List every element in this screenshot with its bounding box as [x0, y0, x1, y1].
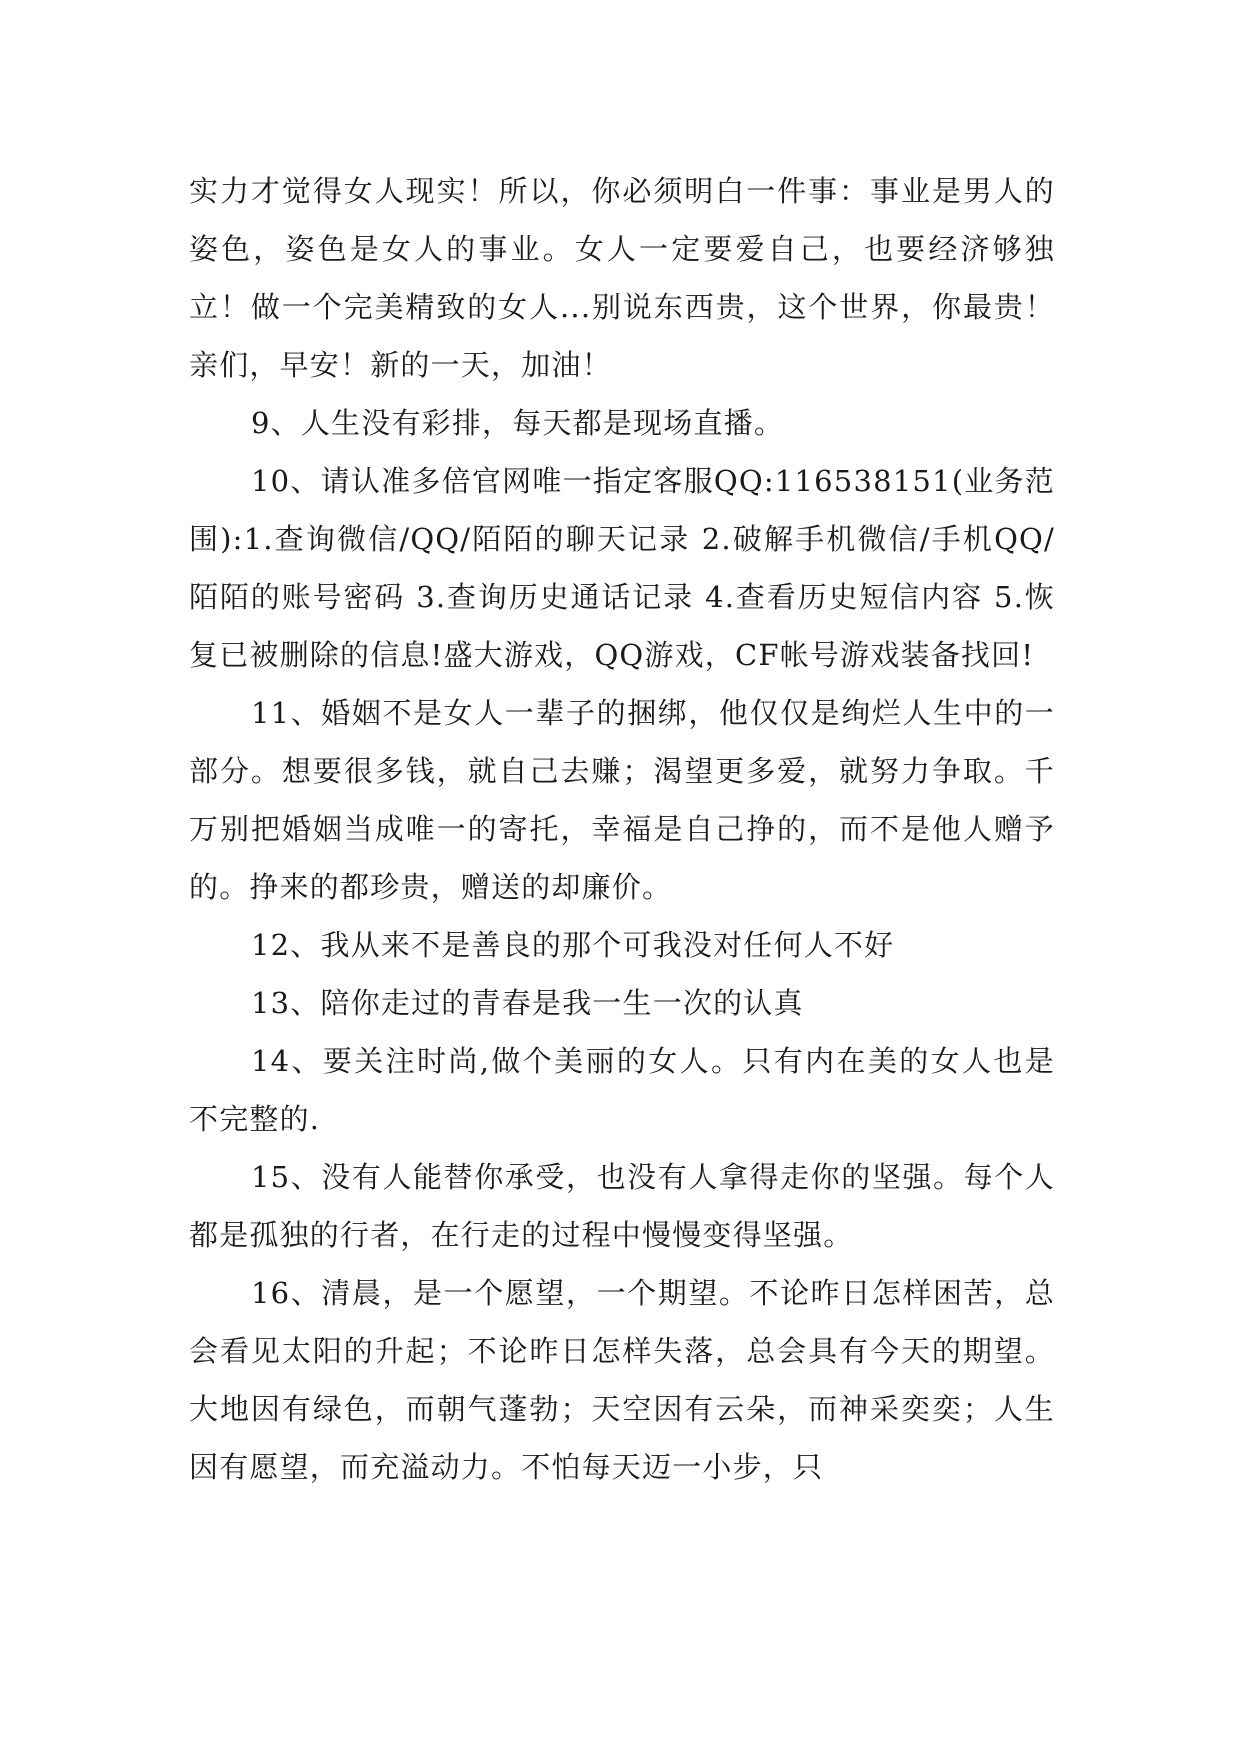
paragraph-9: 9、人生没有彩排，每天都是现场直播。 — [251, 406, 785, 440]
paragraph-14: 14、要关注时尚,做个美丽的女人。只有内在美的女人也是不完整的. — [189, 1044, 1055, 1136]
document-body — [189, 162, 1055, 1496]
paragraph-13: 13、陪你走过的青春是我一生一次的认真 — [251, 986, 804, 1020]
paragraph-15: 15、没有人能替你承受，也没有人拿得走你的坚强。每个人都是孤独的行者，在行走的过程中慢慢变得坚强。 — [189, 1160, 1055, 1252]
paragraph-11: 11、婚姻不是女人一辈子的捆绑，他仅仅是绚烂人生中的一部分。想要很多钱，就自己去赚；渴望更多爱，就努力争取。千万别把婚姻当成唯一的寄托，幸福是自己挣的，而不是他人赠予的。挣来的都珍贵，赠送的却廉价。 — [189, 696, 1055, 904]
paragraph-16: 16、清晨，是一个愿望，一个期望。不论昨日怎样困苦，总会看见太阳的升起；不论昨日怎样失落，总会具有今天的期望。大地因有绿色，而朝气蓬勃；天空因有云朵，而神采奕奕；人生因有愿望，而充溢动力。不怕每天迈一小步，只 — [189, 1276, 1055, 1484]
paragraph-continuation: 实力才觉得女人现实！所以，你必须明白一件事：事业是男人的姿色，姿色是女人的事业。女人一定要爱自己，也要经济够独立！做一个完美精致的女人...别说东西贵，这个世界，你最贵！亲们，早安！新的一天，加油！ — [189, 174, 1055, 382]
paragraph-10: 10、请认准多倍官网唯一指定客服QQ:116538151(业务范围):1.查询微信/QQ/陌陌的聊天记录 2.破解手机微信/手机QQ/陌陌的账号密码 3.查询历史通话记录 4.查看历史短信内容 5.恢复已被删除的信息!盛大游戏，QQ游戏，CF帐号游戏装备找回! — [189, 464, 1055, 672]
paragraph-12: 12、我从来不是善良的那个可我没对任何人不好 — [251, 928, 895, 962]
